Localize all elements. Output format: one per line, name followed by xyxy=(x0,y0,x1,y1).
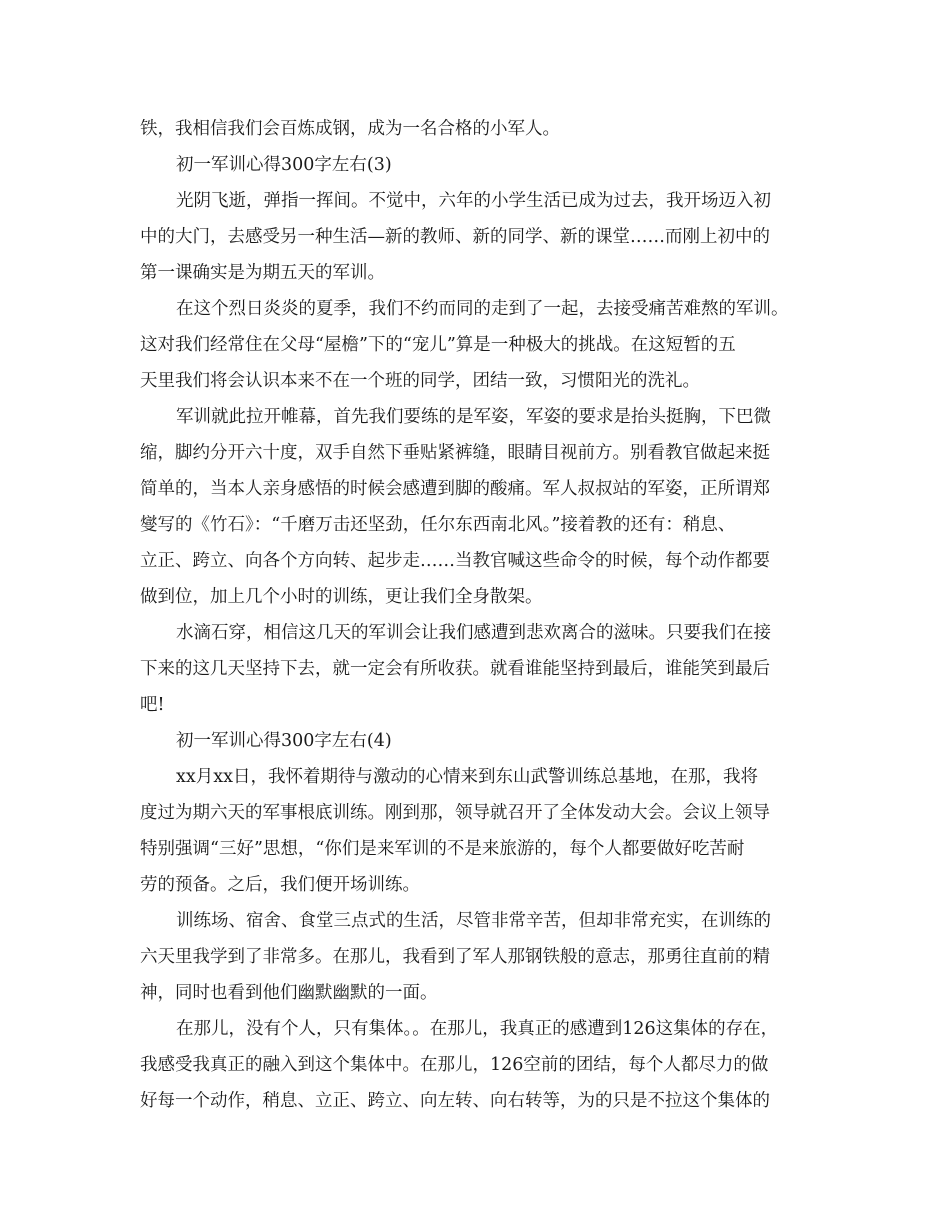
text-line: 铁，我相信我们会百炼成钢，成为一名合格的小军人。 xyxy=(140,119,560,139)
text-line: 在那儿，没有个人，只有集体。。在那儿，我真正的感遭到126这集体的存在， xyxy=(176,1019,779,1039)
text-line: 天里我们将会认识本来不在一个班的同学，团结一致，习惯阳光的洗礼。 xyxy=(140,371,700,391)
text-line: 神，同时也看到他们幽默幽默的一面。 xyxy=(140,983,438,1003)
text-line: 我感受我真正的融入到这个集体中。在那儿，126空前的团结，每个人都尽力的做 xyxy=(140,1055,769,1075)
text-line: 光阴飞逝，弹指一挥间。不觉中，六年的小学生活已成为过去，我开场迈入初 xyxy=(176,191,771,211)
text-line: 六天里我学到了非常多。在那儿，我看到了军人那钢铁般的意志，那勇往直前的精 xyxy=(140,947,770,967)
text-line: 在这个烈日炎炎的夏季，我们不约而同的走到了一起，去接受痛苦难熬的军训。 xyxy=(176,299,789,319)
text-line: 好每一个动作，稍息、立正、跨立、向左转、向右转等，为的只是不拉这个集体的 xyxy=(140,1091,770,1111)
text-line: 军训就此拉开帷幕，首先我们要练的是军姿，军姿的要求是抬头挺胸，下巴微 xyxy=(176,407,771,427)
text-line: 燮写的《竹石》：“千磨万击还坚劲，任尔东西南北风。”接着教的还有：稍息、 xyxy=(140,515,736,535)
text-line: 水滴石穿，相信这几天的军训会让我们感遭到悲欢离合的滋味。只要我们在接 xyxy=(176,623,771,643)
section-heading: 初一军训心得300字左右(4) xyxy=(176,731,392,751)
text-line: 吧! xyxy=(140,695,165,715)
text-line: 劳的预备。之后，我们便开场训练。 xyxy=(140,875,420,895)
text-line: 缩，脚约分开六十度，双手自然下垂贴紧裤缝，眼睛目视前方。别看教官做起来挺 xyxy=(140,443,770,463)
text-line: xx月xx日，我怀着期待与激动的心情来到东山武警训练总基地，在那，我将 xyxy=(176,767,758,787)
text-line: 下来的这几天坚持下去，就一定会有所收获。就看谁能坚持到最后，谁能笑到最后 xyxy=(140,659,770,679)
text-line: 度过为期六天的军事根底训练。刚到那，领导就召开了全体发动大会。会议上领导 xyxy=(140,803,770,823)
text-line: 简单的，当本人亲身感悟的时候会感遭到脚的酸痛。军人叔叔站的军姿，正所谓郑 xyxy=(140,479,770,499)
text-line: 立正、跨立、向各个方向转、起步走……当教官喊这些命令的时候，每个动作都要 xyxy=(140,551,770,571)
text-line: 训练场、宿舍、食堂三点式的生活，尽管非常辛苦，但却非常充实，在训练的 xyxy=(176,911,771,931)
text-line: 中的大门，去感受另一种生活—新的教师、新的同学、新的课堂……而刚上初中的 xyxy=(140,227,770,247)
text-line: 做到位，加上几个小时的训练，更让我们全身散架。 xyxy=(140,587,543,607)
text-line: 这对我们经常住在父母“屋檐”下的“宠儿”算是一种极大的挑战。在这短暂的五 xyxy=(140,335,736,355)
text-line: 特别强调“三好”思想，“你们是来军训的不是来旅游的，每个人都要做好吃苦耐 xyxy=(140,839,745,859)
section-heading: 初一军训心得300字左右(3) xyxy=(176,155,392,175)
text-line: 第一课确实是为期五天的军训。 xyxy=(140,263,385,283)
